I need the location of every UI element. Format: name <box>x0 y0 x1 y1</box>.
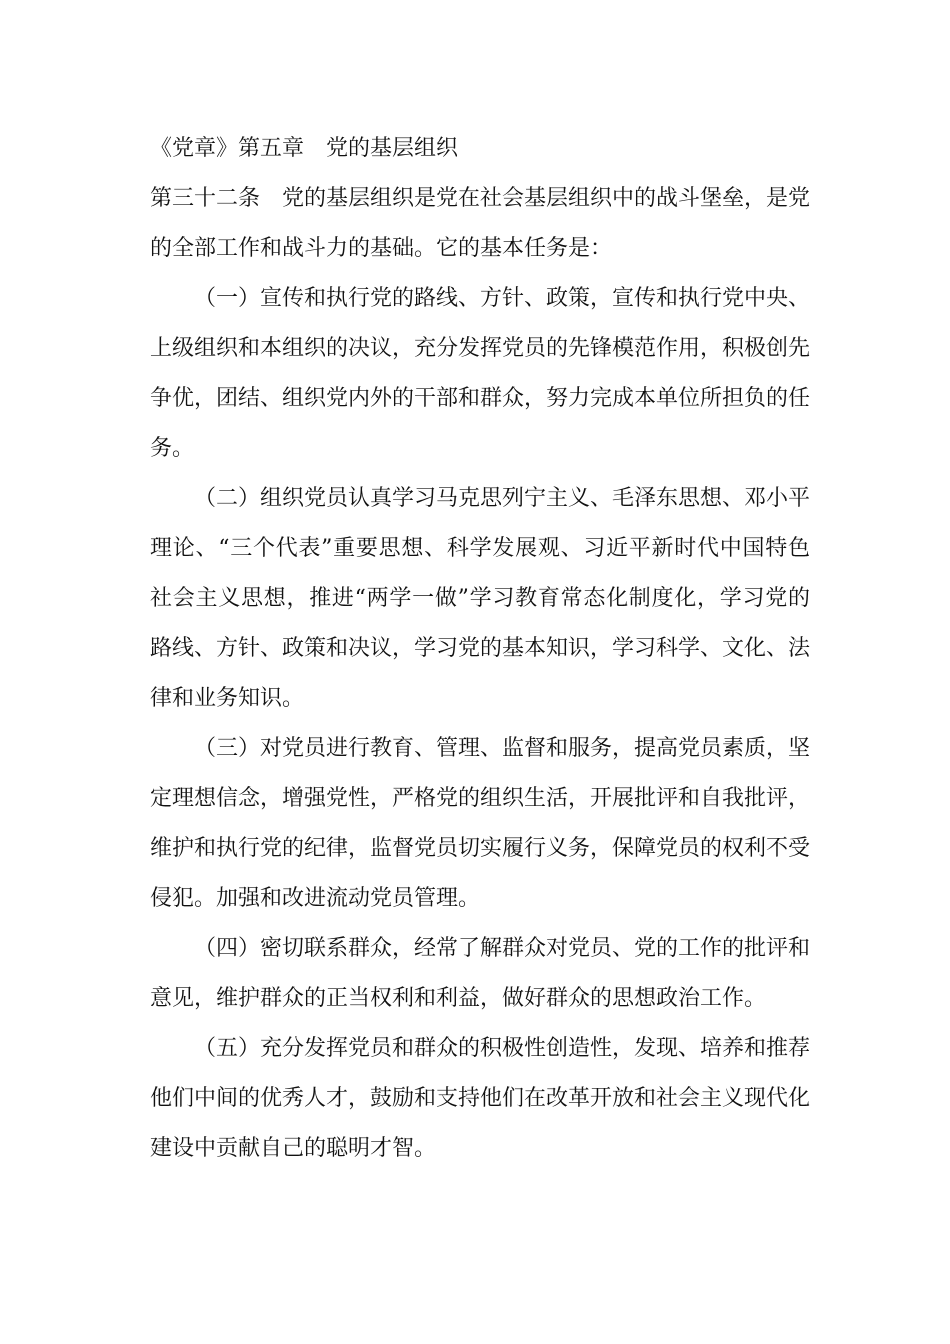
chapter-title: 《党章》第五章 党的基层组织 <box>150 136 459 161</box>
task-item-4: （四）密切联系群众，经常了解群众对党员、党的工作的批评和意见，维护群众的正当权利和利益，做好群众的思想政治工作。 <box>150 936 811 1011</box>
article-text: 第三十二条 党的基层组织是党在社会基层组织中的战斗堡垒，是党的全部工作和战斗力的基础。它的基本任务是： <box>150 186 811 261</box>
document-body <box>150 124 810 1174</box>
task-item-5: （五）充分发挥党员和群众的积极性创造性，发现、培养和推荐他们中间的优秀人才，鼓励和支持他们在改革开放和社会主义现代化建设中贡献自己的聪明才智。 <box>150 1036 811 1161</box>
task-item-1: （一）宣传和执行党的路线、方针、政策，宣传和执行党中央、上级组织和本组织的决议，充分发挥党员的先锋模范作用，积极创先争优，团结、组织党内外的干部和群众，努力完成本单位所担负的任务。 <box>150 286 811 461</box>
task-item-3: （三）对党员进行教育、管理、监督和服务，提高党员素质，坚定理想信念，增强党性，严格党的组织生活，开展批评和自我批评，维护和执行党的纪律，监督党员切实履行义务，保障党员的权利不受侵犯。加强和改进流动党员管理。 <box>150 736 811 911</box>
task-item-2: （二）组织党员认真学习马克思列宁主义、毛泽东思想、邓小平理论、“三个代表”重要思想、科学发展观、习近平新时代中国特色社会主义思想，推进“两学一做”学习教育常态化制度化，学习党的路线、方针、政策和决议，学习党的基本知识，学习科学、文化、法律和业务知识。 <box>150 486 811 711</box>
